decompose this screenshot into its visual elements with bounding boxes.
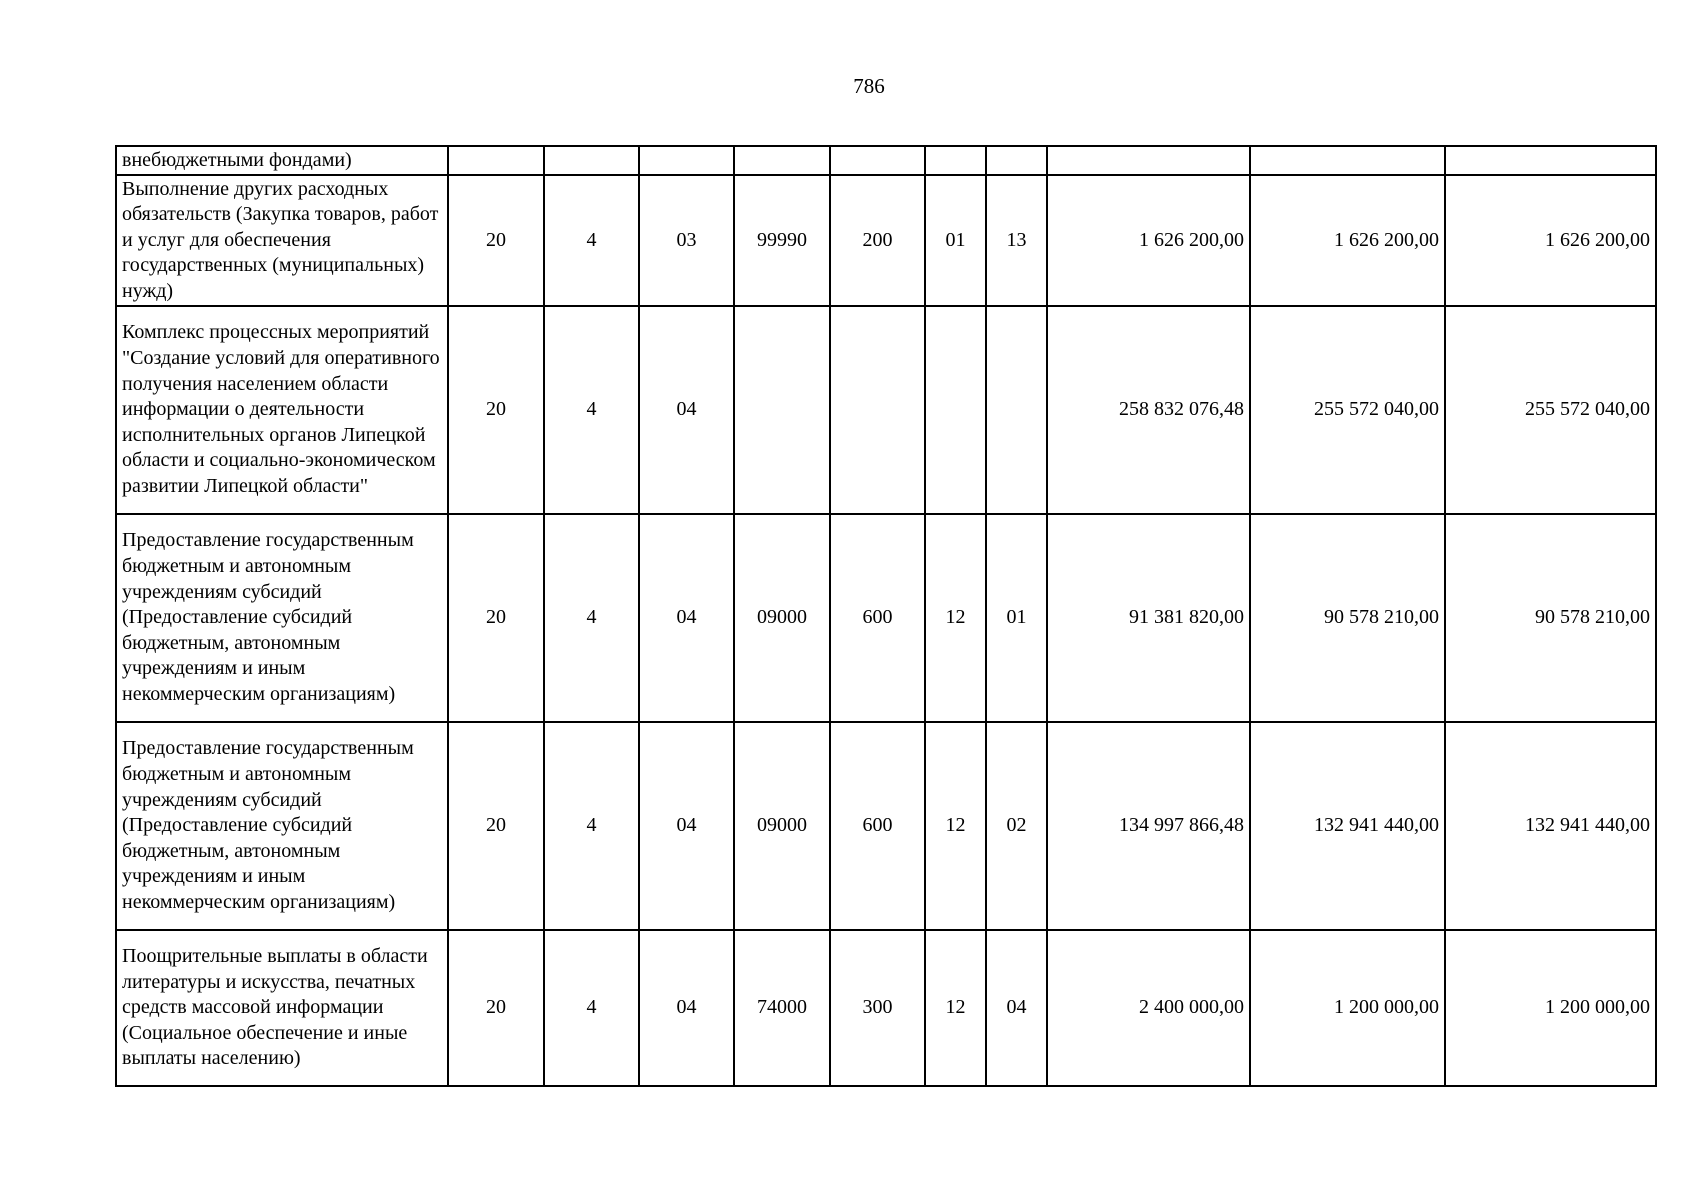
event-code-cell — [639, 146, 734, 175]
subprogram-code-cell: 4 — [544, 930, 639, 1086]
subsection-code-cell: 02 — [986, 722, 1047, 930]
table-row — [116, 514, 1656, 722]
amount-year2-cell: 1 626 200,00 — [1250, 175, 1445, 306]
program-code-cell: 20 — [448, 306, 544, 514]
amount-year1-cell — [1047, 146, 1250, 175]
row-name-cell: Предоставление государственным бюджетным и автономным учреждениям субсидий (Предоставление субсидий бюджетным, автономным учреждениям и иным некоммерческим организациям) — [116, 514, 448, 722]
expense-type-cell — [830, 146, 925, 175]
amount-year3-cell — [1445, 146, 1656, 175]
subsection-code-cell: 01 — [986, 514, 1047, 722]
budget-table — [115, 145, 1657, 1087]
event-code-cell: 04 — [639, 722, 734, 930]
row-name-cell: Поощрительные выплаты в области литературы и искусства, печатных средств массовой информации (Социальное обеспечение и иные выплаты населению) — [116, 930, 448, 1086]
program-code-cell — [448, 146, 544, 175]
subprogram-code-cell: 4 — [544, 514, 639, 722]
direction-code-cell — [734, 306, 830, 514]
direction-code-cell: 74000 — [734, 930, 830, 1086]
program-code-cell: 20 — [448, 175, 544, 306]
subsection-code-cell — [986, 306, 1047, 514]
direction-code-cell: 09000 — [734, 722, 830, 930]
amount-year1-cell: 2 400 000,00 — [1047, 930, 1250, 1086]
row-name-cell: Предоставление государственным бюджетным и автономным учреждениям субсидий (Предоставление субсидий бюджетным, автономным учреждениям и иным некоммерческим организациям) — [116, 722, 448, 930]
event-code-cell: 04 — [639, 930, 734, 1086]
amount-year3-cell: 1 626 200,00 — [1445, 175, 1656, 306]
row-name-cell: Комплекс процессных мероприятий "Создание условий для оперативного получения населением области информации о деятельности исполнительных органов Липецкой области и социально-экономическом развитии Липецкой области" — [116, 306, 448, 514]
amount-year2-cell: 255 572 040,00 — [1250, 306, 1445, 514]
direction-code-cell — [734, 146, 830, 175]
amount-year1-cell: 258 832 076,48 — [1047, 306, 1250, 514]
section-code-cell — [925, 306, 986, 514]
section-code-cell: 01 — [925, 175, 986, 306]
table-row — [116, 146, 1656, 175]
section-code-cell: 12 — [925, 514, 986, 722]
expense-type-cell: 300 — [830, 930, 925, 1086]
page-number: 786 — [853, 74, 885, 98]
amount-year3-cell: 90 578 210,00 — [1445, 514, 1656, 722]
amount-year1-cell: 1 626 200,00 — [1047, 175, 1250, 306]
section-code-cell: 12 — [925, 930, 986, 1086]
subprogram-code-cell: 4 — [544, 722, 639, 930]
subsection-code-cell: 04 — [986, 930, 1047, 1086]
program-code-cell: 20 — [448, 722, 544, 930]
table-row — [116, 306, 1656, 514]
amount-year3-cell: 1 200 000,00 — [1445, 930, 1656, 1086]
table-row — [116, 175, 1656, 306]
amount-year2-cell — [1250, 146, 1445, 175]
expense-type-cell: 600 — [830, 514, 925, 722]
table-row — [116, 722, 1656, 930]
table-row — [116, 930, 1656, 1086]
row-name-cell: Выполнение других расходных обязательств (Закупка товаров, работ и услуг для обеспечения государственных (муниципальных) нужд) — [116, 175, 448, 306]
direction-code-cell: 99990 — [734, 175, 830, 306]
program-code-cell: 20 — [448, 930, 544, 1086]
event-code-cell: 03 — [639, 175, 734, 306]
amount-year1-cell: 134 997 866,48 — [1047, 722, 1250, 930]
direction-code-cell: 09000 — [734, 514, 830, 722]
subsection-code-cell: 13 — [986, 175, 1047, 306]
amount-year3-cell: 255 572 040,00 — [1445, 306, 1656, 514]
section-code-cell — [925, 146, 986, 175]
row-name-cell: внебюджетными фондами) — [116, 146, 448, 175]
subsection-code-cell — [986, 146, 1047, 175]
amount-year2-cell: 1 200 000,00 — [1250, 930, 1445, 1086]
expense-type-cell: 200 — [830, 175, 925, 306]
subprogram-code-cell — [544, 146, 639, 175]
event-code-cell: 04 — [639, 306, 734, 514]
subprogram-code-cell: 4 — [544, 175, 639, 306]
amount-year2-cell: 90 578 210,00 — [1250, 514, 1445, 722]
program-code-cell: 20 — [448, 514, 544, 722]
section-code-cell: 12 — [925, 722, 986, 930]
expense-type-cell: 600 — [830, 722, 925, 930]
amount-year3-cell: 132 941 440,00 — [1445, 722, 1656, 930]
amount-year1-cell: 91 381 820,00 — [1047, 514, 1250, 722]
event-code-cell: 04 — [639, 514, 734, 722]
expense-type-cell — [830, 306, 925, 514]
subprogram-code-cell: 4 — [544, 306, 639, 514]
amount-year2-cell: 132 941 440,00 — [1250, 722, 1445, 930]
